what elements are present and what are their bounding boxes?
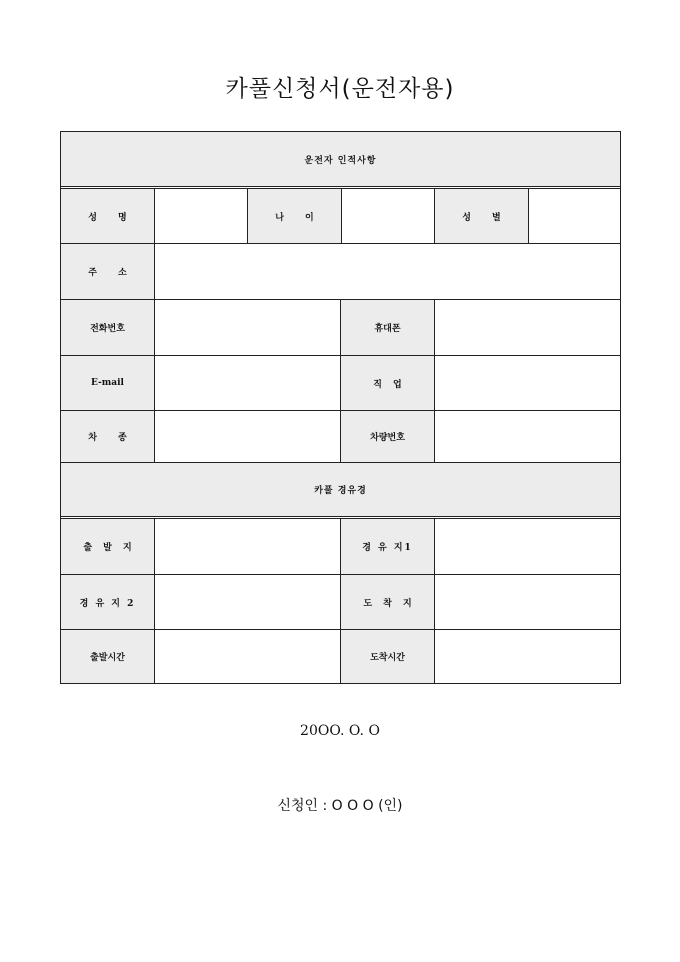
applicant-signature-line: 신청인 : O O O (인)	[277, 798, 403, 814]
age-field[interactable]	[342, 189, 434, 243]
phone-field[interactable]	[155, 300, 340, 355]
address-field[interactable]	[155, 244, 620, 299]
carpool-form-table	[60, 131, 621, 684]
mobile-field[interactable]	[435, 300, 620, 355]
waypoint2-field[interactable]	[155, 575, 340, 629]
section-carpool-route-label: 카풀 경유경	[314, 486, 367, 496]
destination-field[interactable]	[435, 575, 620, 629]
label-name: 성 명	[61, 189, 154, 243]
label-email: E-mail	[61, 356, 154, 410]
label-job: 직 업	[341, 356, 434, 410]
waypoint1-field[interactable]	[435, 519, 620, 574]
form-title: 카풀신청서(운전자용)	[225, 76, 455, 102]
departure-field[interactable]	[155, 519, 340, 574]
label-gender: 성 별	[435, 189, 528, 243]
label-arrival-time: 도착시간	[341, 630, 434, 683]
gender-field[interactable]	[529, 189, 620, 243]
label-departure-time: 출발시간	[61, 630, 154, 683]
label-departure: 출 발 지	[61, 519, 154, 574]
label-waypoint1: 경 유 지1	[341, 519, 434, 574]
arrival-time-field[interactable]	[435, 630, 620, 683]
job-field[interactable]	[435, 356, 620, 410]
email-field[interactable]	[155, 356, 340, 410]
car-number-field[interactable]	[435, 411, 620, 462]
label-mobile: 휴대폰	[341, 300, 434, 355]
label-phone: 전화번호	[61, 300, 154, 355]
label-waypoint2: 경 유 지 2	[61, 575, 154, 629]
label-destination: 도 착 지	[341, 575, 434, 629]
departure-time-field[interactable]	[155, 630, 340, 683]
section-driver-info	[61, 132, 620, 187]
section-driver-info-label: 운전자 인적사항	[304, 156, 377, 166]
label-address: 주 소	[61, 244, 154, 299]
section-carpool-route	[61, 463, 620, 516]
name-field[interactable]	[155, 189, 247, 243]
label-car-number: 차량번호	[341, 411, 434, 462]
label-age: 나 이	[248, 189, 341, 243]
label-car-type: 차 종	[61, 411, 154, 462]
application-date: 20OO. O. O	[300, 723, 380, 739]
car-type-field[interactable]	[155, 411, 340, 462]
